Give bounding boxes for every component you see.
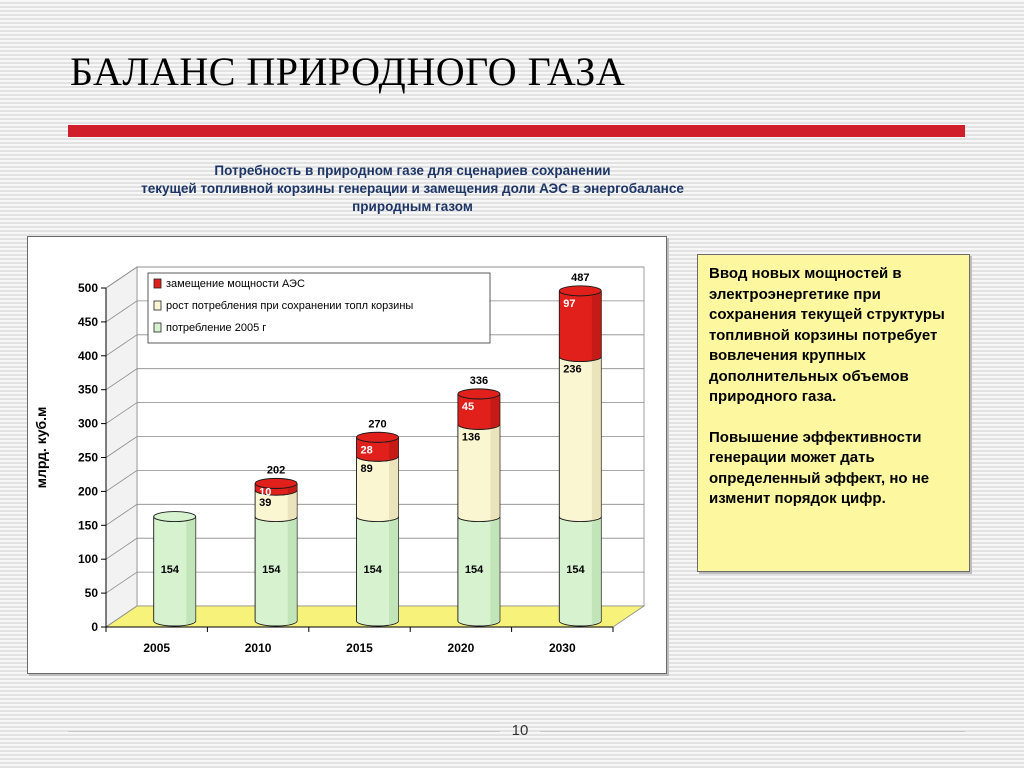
chart-heading-line-1: Потребность в природном газе для сценариев сохранении (214, 163, 611, 178)
bar-segment-shade (592, 357, 601, 521)
legend-swatch (154, 301, 161, 310)
chart-heading-line-3: природным газом (352, 199, 473, 214)
y-tick-label: 50 (84, 586, 98, 601)
bar-value-label: 154 (464, 563, 484, 576)
x-axis-ticks (106, 627, 613, 655)
bar-value-label: 28 (360, 444, 373, 457)
chart-legend[interactable] (148, 273, 490, 343)
chart-frame (27, 236, 667, 674)
bar-segment-shade (592, 517, 601, 626)
bar-top-cap (559, 286, 601, 296)
y-tick-label: 450 (77, 314, 98, 329)
bar-value-label: 45 (461, 400, 475, 413)
bar-value-label: 236 (563, 363, 582, 376)
bar-segment-shade (592, 291, 601, 361)
bar-segment-shade (389, 456, 398, 521)
bar-segment-shade (490, 394, 499, 429)
chart-heading (80, 162, 745, 216)
bar-stack (357, 432, 399, 626)
bar-value-label: 154 (363, 563, 382, 576)
y-tick-label: 250 (77, 450, 98, 465)
bar-top-cap (458, 389, 500, 399)
chart-heading-line-2: текущей топливной корзины генерации и замещения доли АЭС в энергобалансе (141, 181, 684, 196)
bar-value-label: 154 (566, 563, 585, 576)
bar-total-label: 202 (266, 464, 286, 477)
info-paragraph-1: Ввод новых мощностей в электроэнергетике при сохранения текущей структуры топливной корзины потребует вовлечения крупных дополнительных объемов природного газа. (709, 265, 945, 405)
legend-swatch (154, 279, 161, 288)
bar-segment-shade (490, 424, 499, 520)
legend-label: рост потребления при сохранении топл корзины (166, 300, 414, 312)
bar-top-cap (154, 512, 196, 522)
y-tick-label: 400 (77, 348, 98, 363)
y-tick-label: 300 (77, 416, 98, 431)
y-tick-label: 150 (77, 518, 98, 533)
bar-stack (458, 389, 500, 626)
y-axis-ticks (78, 281, 106, 634)
bar-value-label: 39 (259, 497, 272, 510)
legend-label: потребление 2005 г (166, 322, 267, 334)
bar-segment-shade (288, 490, 297, 521)
y-axis-label: млрд. куб.м (33, 406, 49, 489)
y-tick-label: 200 (77, 484, 98, 499)
y-tick-label: 350 (77, 382, 98, 397)
x-tick-label: 2015 (346, 641, 373, 655)
footer-divider-left (68, 731, 500, 732)
x-tick-label: 2005 (143, 641, 171, 655)
bar-segment-shade (186, 517, 195, 626)
y-tick-label: 100 (77, 552, 98, 567)
x-tick-label: 2010 (244, 641, 272, 655)
bar-value-label: 136 (461, 431, 481, 444)
legend-label: замещение мощности АЭС (166, 278, 305, 290)
info-box (697, 254, 970, 572)
info-paragraph-2: Повышение эффективности генерации может дать определенный эффект, но не изменит порядок цифр. (709, 428, 930, 507)
x-tick-label: 2020 (447, 641, 475, 655)
bar-total-label: 487 (571, 271, 590, 284)
bar-total-label: 336 (469, 374, 489, 387)
bar-segment-shade (288, 517, 297, 626)
bar-value-label: 97 (563, 297, 576, 310)
footer-divider-right (540, 731, 965, 732)
y-tick-label: 0 (91, 620, 98, 634)
bar-segment-shade (389, 517, 398, 626)
legend-swatch (154, 323, 161, 332)
slide-title: БАЛАНС ПРИРОДНОГО ГАЗА (70, 49, 626, 94)
y-tick-label: 500 (77, 281, 98, 295)
bar-value-label: 154 (262, 563, 281, 576)
x-tick-label: 2030 (548, 641, 576, 655)
page-number: 10 (511, 722, 529, 739)
bar-value-label: 154 (160, 563, 180, 576)
title-accent-bar (68, 125, 965, 137)
bar-segment-shade (490, 517, 499, 626)
bar-total-label: 270 (368, 418, 387, 431)
stacked-bar-chart (28, 237, 666, 673)
bar-value-label: 89 (360, 463, 373, 476)
bar-value-label: 10 (259, 486, 272, 499)
bar-top-cap (357, 432, 399, 442)
